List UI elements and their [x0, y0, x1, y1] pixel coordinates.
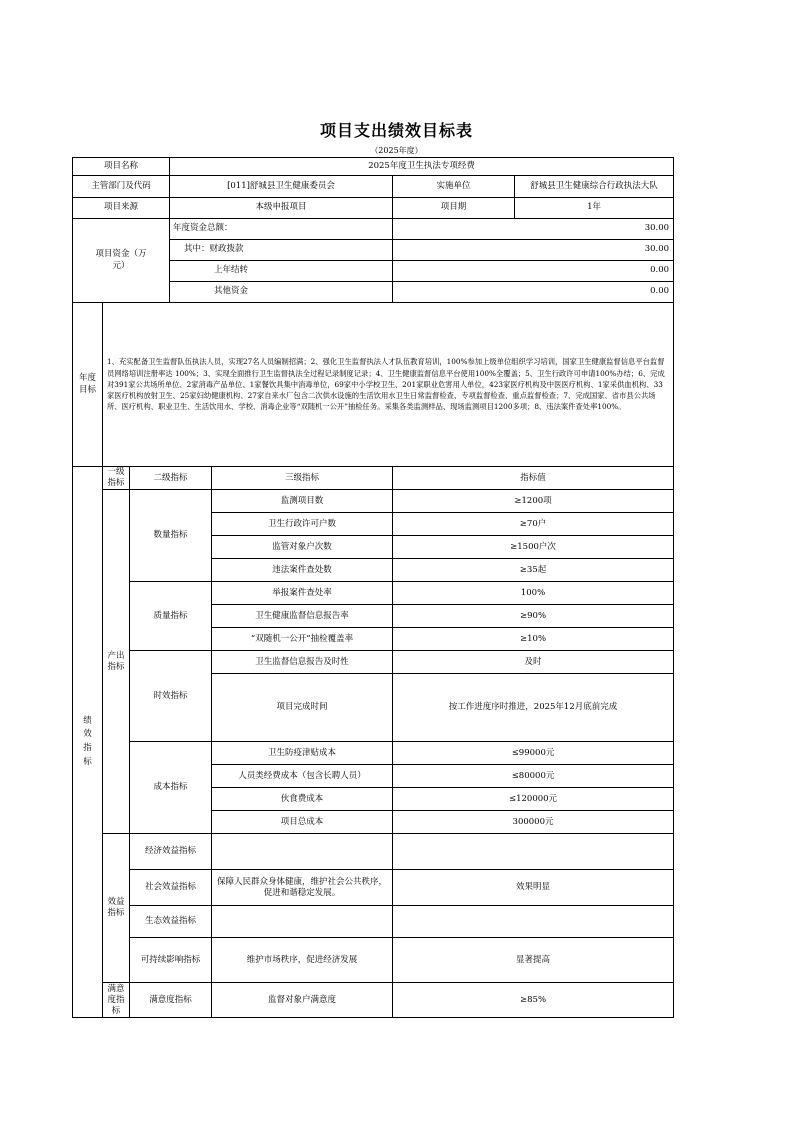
table-row — [73, 834, 674, 870]
indicator-name: 卫生行政许可户数 — [212, 513, 393, 536]
indicator-name: 监督对象户满意度 — [212, 983, 393, 1018]
indicator-value: 100% — [393, 582, 674, 605]
indicator-value: 效果明显 — [393, 870, 674, 906]
indicator-name: 项目总成本 — [212, 811, 393, 834]
table-row — [73, 742, 674, 765]
indicator-value: ≤80000元 — [393, 765, 674, 788]
funds-other-label: 其他资金 — [170, 282, 393, 303]
header-level2: 二级指标 — [130, 467, 212, 490]
indicator-value: ≥1200项 — [393, 490, 674, 513]
indicator-name: 监管对象户次数 — [212, 536, 393, 559]
year-label: （2025年度） — [370, 146, 423, 155]
indicator-desc — [212, 834, 393, 870]
dept-label: 主管部门及代码 — [73, 176, 170, 198]
project-name-label: 项目名称 — [73, 158, 170, 176]
indicator-value — [393, 834, 674, 870]
header-value: 指标值 — [393, 467, 674, 490]
indicator-value: 显著提高 — [393, 938, 674, 983]
output-label: 产出指标 — [103, 490, 130, 834]
project-name-value: 2025年度卫生执法专项经费 — [170, 158, 674, 176]
source-value: 本级申报项目 — [170, 198, 393, 219]
indicator-desc: 维护市场秩序，促进经济发展 — [212, 938, 393, 983]
period-value: 1年 — [515, 198, 674, 219]
funds-carryover-label: 上年结转 — [170, 261, 393, 282]
unit-value: 舒城县卫生健康综合行政执法大队 — [515, 176, 674, 198]
indicator-desc: 保障人民群众身体健康，维护社会公共秩序，促进和谐稳定发展。 — [212, 870, 393, 906]
page-title: 项目支出绩效目标表 — [319, 121, 473, 140]
goal-label: 年度目标 — [73, 303, 103, 467]
indicator-value: ≥35起 — [393, 559, 674, 582]
indicator-name: 经济效益指标 — [130, 834, 212, 870]
row-perf-header — [73, 467, 674, 490]
indicator-name: 人员类经费成本（包含长聘人员） — [212, 765, 393, 788]
row-source — [73, 198, 674, 219]
table-row — [73, 938, 674, 983]
row-project-name — [73, 158, 674, 176]
indicator-name: 监测项目数 — [212, 490, 393, 513]
quality-label: 质量指标 — [130, 582, 212, 651]
indicator-desc — [212, 906, 393, 938]
indicator-name: 社会效益指标 — [130, 870, 212, 906]
table-row — [73, 582, 674, 605]
indicator-name: 卫生防疫津贴成本 — [212, 742, 393, 765]
perf-label-text: 绩效指标 — [83, 715, 92, 767]
indicator-name: 项目完成时间 — [212, 674, 393, 742]
unit-label: 实施单位 — [393, 176, 515, 198]
funds-total-value: 30.00 — [393, 219, 674, 240]
indicator-value: ≤99000元 — [393, 742, 674, 765]
timeliness-label: 时效指标 — [130, 651, 212, 742]
indicator-name: 违法案件查处数 — [212, 559, 393, 582]
row-funds-total — [73, 219, 674, 240]
indicator-value: ≥1500户次 — [393, 536, 674, 559]
table-row — [73, 490, 674, 513]
table-row — [73, 983, 674, 1018]
indicator-name: 生态效益指标 — [130, 906, 212, 938]
funds-fiscal-label: 其中：财政拨款 — [170, 240, 393, 261]
indicator-value: 及时 — [393, 651, 674, 674]
funds-label: 项目资金（万元） — [73, 219, 170, 303]
goal-text: 1、充实配备卫生监督队伍执法人员，实现27名人员编制招满；2、强化卫生监督执法人才队伍教育培训，100%参加上级单位组织学习培训，国家卫生健康监督信息平台监督员网络培训注册率达 100%；3、实现全面推行卫生监督执法全过程记录制度记录；4、卫生健康监督信息平台使用100%全覆盖；5、卫生行政许可申请100%办结；6、完成对391家公共场所单位、2家消毒产品单位、1家餐饮具集中消毒单位，69家中小学校卫生、201家职业危害用人单位，423家医疗机构及中医医疗机构、1家采供血机构、33家医疗机构放射卫生、25家妇幼健康机构、27家自来水厂包含二次供水设施的生活饮用水卫生日常监督检查、专项监督检查、重点监督检查；7、完成国家、省市县公共场所、医疗机构、职业卫生、生活饮用水、学校、消毒企业等“双随机一公开”抽检任务。采集各类监测样品、现场监测项目1200多项；8、违法案件查处率100%。 — [103, 303, 674, 467]
indicator-value: ≤120000元 — [393, 788, 674, 811]
indicator-name: “双随机一公开”抽检覆盖率 — [212, 628, 393, 651]
period-label: 项目期 — [393, 198, 515, 219]
satisfaction-sub-label: 满意度指标 — [130, 983, 212, 1018]
indicator-value: ≥85% — [393, 983, 674, 1018]
row-department — [73, 176, 674, 198]
header-level3: 三级指标 — [212, 467, 393, 490]
indicator-value: ≥70户 — [393, 513, 674, 536]
cost-label: 成本指标 — [130, 742, 212, 834]
indicator-name: 可持续影响指标 — [130, 938, 212, 983]
indicator-value: ≥90% — [393, 605, 674, 628]
funds-other-value: 0.00 — [393, 282, 674, 303]
header-level1: 一级指标 — [103, 467, 130, 490]
funds-carryover-value: 0.00 — [393, 261, 674, 282]
funds-fiscal-value: 30.00 — [393, 240, 674, 261]
indicator-name: 卫生监督信息报告及时性 — [212, 651, 393, 674]
row-goal — [73, 303, 674, 467]
indicator-name: 举报案件查处率 — [212, 582, 393, 605]
funds-total-label: 年度资金总额： — [170, 219, 393, 240]
quantity-label: 数量指标 — [130, 490, 212, 582]
indicator-value: ≥10% — [393, 628, 674, 651]
dept-value: [011]舒城县卫生健康委员会 — [170, 176, 393, 198]
benefit-label: 效益指标 — [103, 834, 130, 983]
indicator-name: 伙食费成本 — [212, 788, 393, 811]
performance-table — [72, 157, 674, 1018]
table-row — [73, 906, 674, 938]
indicator-value — [393, 906, 674, 938]
indicator-value: 按工作进度序时推进，2025年12月底前完成 — [393, 674, 674, 742]
satisfaction-label: 满意度指标 — [103, 983, 130, 1018]
source-label: 项目来源 — [73, 198, 170, 219]
perf-label — [73, 467, 103, 1018]
table-row — [73, 651, 674, 674]
indicator-value: 300000元 — [393, 811, 674, 834]
indicator-name: 卫生健康监督信息报告率 — [212, 605, 393, 628]
table-row — [73, 870, 674, 906]
